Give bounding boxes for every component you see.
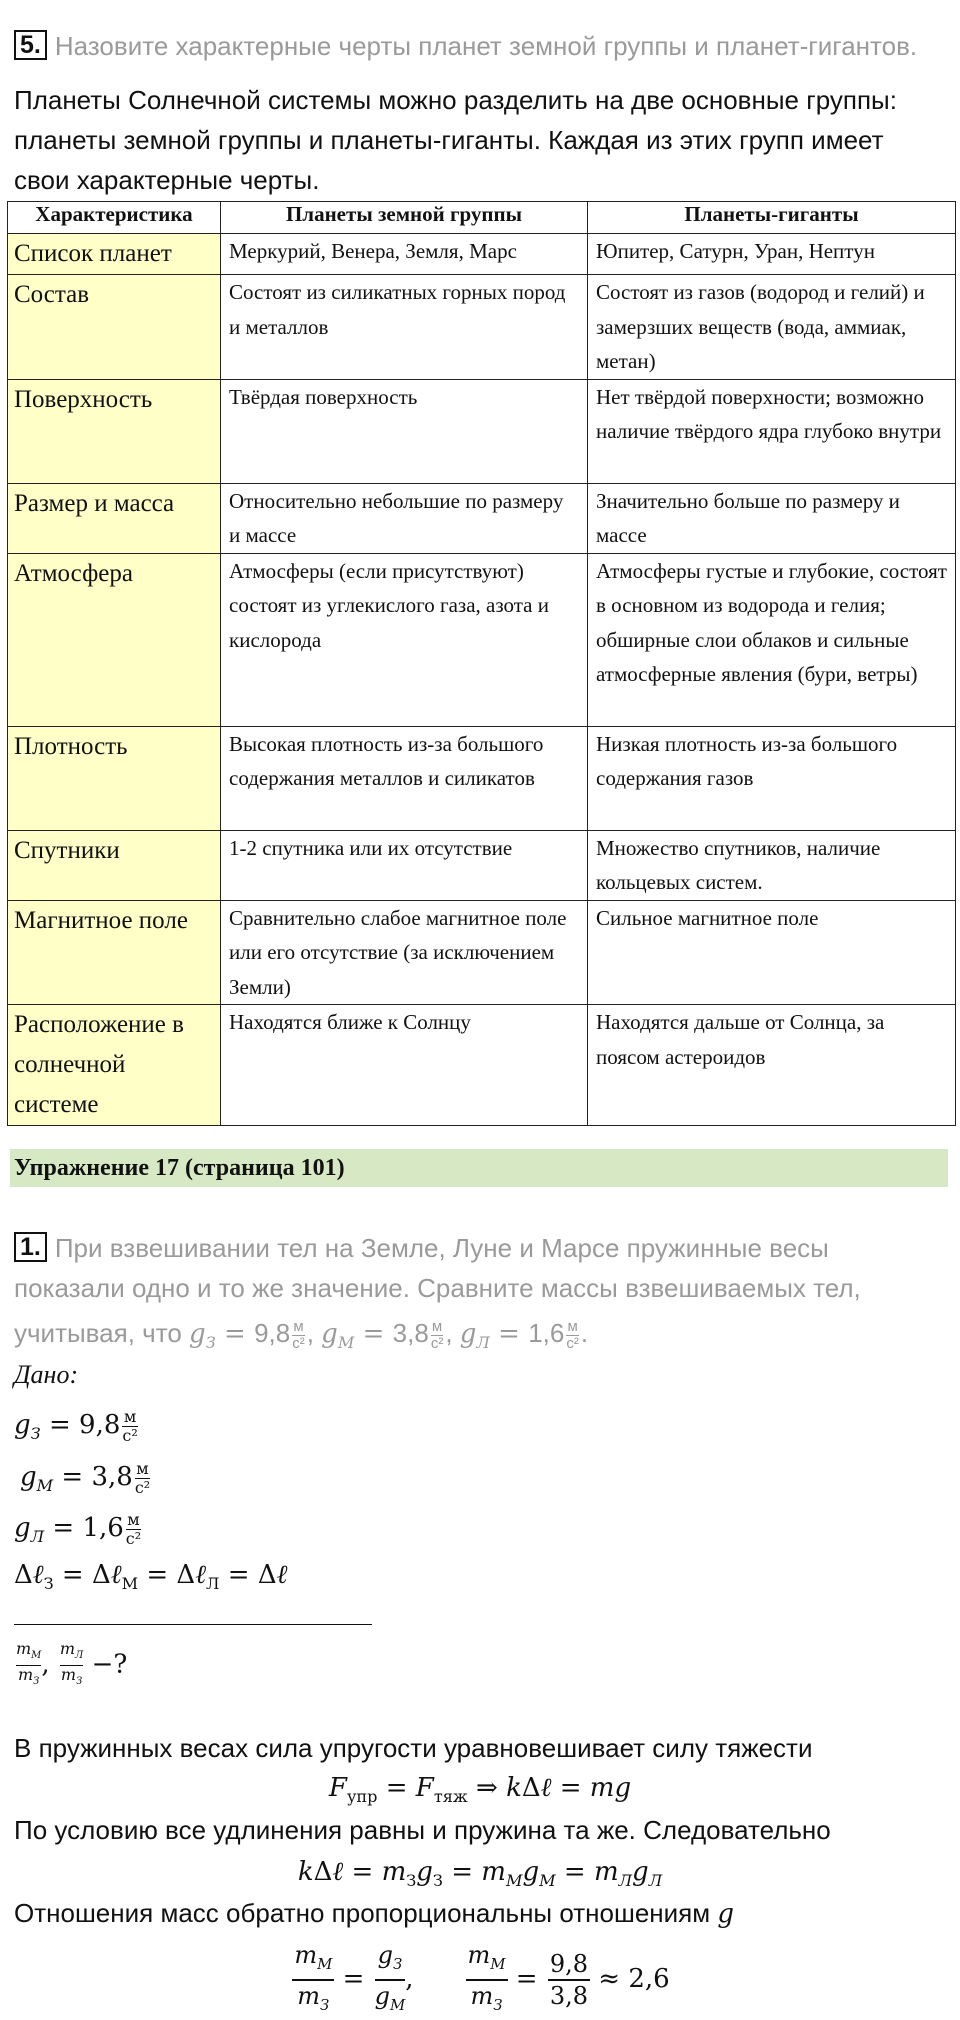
table-header: Характеристика bbox=[8, 202, 221, 234]
table-row bbox=[8, 900, 956, 1005]
characteristic-cell: Расположение в солнечной системе bbox=[8, 1005, 221, 1126]
task5-question: Назовите характерные черты планет земной группы и планет-гигантов. bbox=[54, 31, 918, 61]
exercise-question-line: учитывая, что $g_З = 9,8$ м с² , $g_М = 3,8$ м с² , $g_Л = 1,6$ м с² . bbox=[14, 1317, 589, 1353]
table-row bbox=[8, 483, 956, 553]
formula-mass-ratio: $\frac{m_M}{m_З}$ = $\frac{g_З}{g_M}$ , $\frac{m_M}{m_З}$ = $\frac{9,8}{3,8}$ ≈ 2,6 bbox=[294, 1941, 670, 2014]
given-elongation: Δℓ$_З$ = Δℓ$_М$ = Δℓ$_Л$ = Δℓ bbox=[14, 1560, 288, 1594]
formula-force-balance: $F_{упр} = F_{тяж}$ ⇒ kΔℓ = mg bbox=[328, 1773, 632, 1807]
exercise-title-bar: Упражнение 17 (страница 101) bbox=[10, 1149, 948, 1187]
terrestrial-cell: Относительно небольшие по размеру и массе bbox=[221, 483, 588, 553]
task-number-badge: 5. bbox=[14, 30, 47, 60]
terrestrial-cell: Меркурий, Венера, Земля, Марс bbox=[221, 234, 588, 275]
characteristic-cell: Размер и масса bbox=[8, 483, 221, 553]
given-g-mars: $g_М = 3,8$ $\frac{м}{\text{с²}}$ bbox=[20, 1458, 151, 1497]
terrestrial-cell: Высокая плотность из-за большого содержания металлов и силикатов bbox=[221, 726, 588, 830]
characteristic-cell: Атмосфера bbox=[8, 553, 221, 726]
exercise-question-line bbox=[14, 1228, 944, 1268]
find-ratios: $\frac{m_М}{m_З}$ , $\frac{m_Л}{m_З}$ −? bbox=[16, 1639, 128, 1688]
giants-cell: Атмосферы густые и глубокие, состоят в основном из водорода и гелия; обширные слои облаков и сильные атмосферные явления (бури, ветры) bbox=[588, 553, 956, 726]
formula-g-moon: $g_Л$ = bbox=[459, 1319, 529, 1353]
giants-cell: Юпитер, Сатурн, Уран, Нептун bbox=[588, 234, 956, 275]
giants-cell: Сильное магнитное поле bbox=[588, 900, 956, 1005]
task5-question-line bbox=[14, 26, 917, 66]
characteristic-cell: Спутники bbox=[8, 830, 221, 900]
terrestrial-cell: Твёрдая поверхность bbox=[221, 379, 588, 483]
terrestrial-cell: 1-2 спутника или их отсутствие bbox=[221, 830, 588, 900]
planet-comparison-table bbox=[7, 201, 956, 1126]
giants-cell: Находятся дальше от Солнца, за поясом астероидов bbox=[588, 1005, 956, 1126]
table-header: Планеты земной группы bbox=[221, 202, 588, 234]
solution-text-3: Отношения масс обратно пропорциональны отношениям g bbox=[14, 1898, 734, 1929]
characteristic-cell: Плотность bbox=[8, 726, 221, 830]
table-row bbox=[8, 553, 956, 726]
table-row bbox=[8, 379, 956, 483]
formula-g-mars: $g_М$ = bbox=[321, 1319, 393, 1353]
formula-g-earth: $g_З$ = bbox=[189, 1319, 255, 1353]
giants-cell: Нет твёрдой поверхности; возможно наличие твёрдого ядра глубоко внутри bbox=[588, 379, 956, 483]
characteristic-cell: Список планет bbox=[8, 234, 221, 275]
table-header-row bbox=[8, 202, 956, 234]
characteristic-cell: Состав bbox=[8, 275, 221, 380]
terrestrial-cell: Сравнительно слабое магнитное поле или его отсутствие (за исключением Земли) bbox=[221, 900, 588, 1005]
giants-cell: Состоят из газов (водород и гелий) и замерзших веществ (вода, аммиак, метан) bbox=[588, 275, 956, 380]
giants-cell: Низкая плотность из-за большого содержания газов bbox=[588, 726, 956, 830]
given-label: Дано: bbox=[14, 1360, 79, 1389]
given-g-moon: $g_Л = 1,6$ $\frac{м}{\text{с²}}$ bbox=[14, 1509, 142, 1548]
giants-cell: Множество спутников, наличие кольцевых систем. bbox=[588, 830, 956, 900]
formula-equal-products: kΔℓ = $m_Зg_З = m_Mg_M = m_Лg_Л$ bbox=[297, 1857, 663, 1891]
giants-cell: Значительно больше по размеру и массе bbox=[588, 483, 956, 553]
table-row bbox=[8, 234, 956, 275]
table-row bbox=[8, 275, 956, 380]
given-g-earth: $g_З = 9,8$ $\frac{м}{\text{с²}}$ bbox=[14, 1406, 138, 1445]
table-row bbox=[8, 1005, 956, 1126]
table-header: Планеты-гиганты bbox=[588, 202, 956, 234]
solution-text-1: В пружинных весах сила упругости уравновешивает силу тяжести bbox=[14, 1733, 813, 1763]
characteristic-cell: Поверхность bbox=[8, 379, 221, 483]
exercise-question: При взвешивании тел на Земле, Луне и Марсе пружинные весы bbox=[54, 1233, 829, 1263]
exercise-question-line: показали одно и то же значение. Сравните массы взвешиваемых тел, bbox=[14, 1273, 861, 1303]
task5-intro: Планеты Солнечной системы можно разделить на две основные группы: планеты земной группы и планеты-гиганты. Каждая из этих групп имеет свои характерные черты. bbox=[14, 85, 897, 195]
characteristic-cell: Магнитное поле bbox=[8, 900, 221, 1005]
table-row bbox=[8, 830, 956, 900]
terrestrial-cell: Атмосферы (если присутствуют) состоят из углекислого газа, азота и кислорода bbox=[221, 553, 588, 726]
terrestrial-cell: Состоят из силикатных горных пород и металлов bbox=[221, 275, 588, 380]
solution-text-2: По условию все удлинения равны и пружина та же. Следовательно bbox=[14, 1815, 831, 1845]
table-row bbox=[8, 726, 956, 830]
task-number-badge: 1. bbox=[14, 1232, 47, 1262]
given-divider bbox=[14, 1624, 372, 1625]
terrestrial-cell: Находятся ближе к Солнцу bbox=[221, 1005, 588, 1126]
